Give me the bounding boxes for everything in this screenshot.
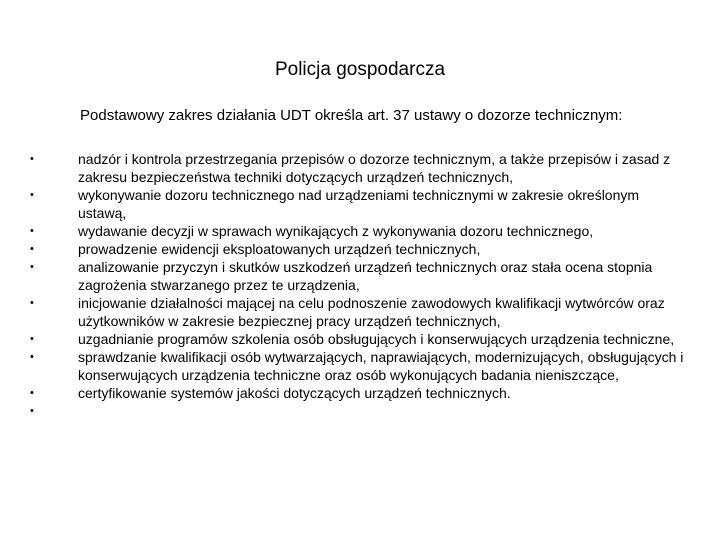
bullet-icon: • <box>30 261 34 273</box>
bullet-icon: • <box>30 243 34 255</box>
list-item <box>30 384 690 402</box>
bullet-icon: • <box>30 333 34 345</box>
bullet-icon: • <box>30 225 34 237</box>
bullet-list <box>30 150 690 420</box>
list-item <box>30 348 690 384</box>
bullet-icon: • <box>30 297 34 309</box>
bullet-icon: • <box>30 153 34 165</box>
list-item <box>30 402 690 420</box>
list-item <box>30 150 690 186</box>
bullet-icon: • <box>30 351 34 363</box>
bullet-icon: • <box>30 405 34 417</box>
list-item-text: wykonywanie dozoru technicznego nad urządzeniami technicznymi w zakresie określonym ustawą, <box>78 187 640 221</box>
bullet-icon: • <box>30 189 34 201</box>
list-item-text: certyfikowanie systemów jakości dotyczących urządzeń technicznych. <box>78 385 511 401</box>
list-item <box>30 222 690 240</box>
list-item-text: prowadzenie ewidencji eksploatowanych urządzeń technicznych, <box>78 241 481 257</box>
list-item-text: uzgadnianie programów szkolenia osób obsługujących i konserwujących urządzenia techniczne, <box>78 331 675 347</box>
list-item <box>30 294 690 330</box>
list-item-text: sprawdzanie kwalifikacji osób wytwarzających, naprawiających, modernizujących, obsługujących i konserwujących urządzenia techniczne oraz osób wykonujących badania nieniszczące, <box>78 349 684 383</box>
page-title: Policja gospodarcza <box>274 59 446 80</box>
list-item-text: analizowanie przyczyn i skutków uszkodzeń urządzeń technicznych oraz stała ocena stopnia zagrożenia stwarzanego przez te urządzenia, <box>78 259 653 293</box>
intro-text: Podstawowy zakres działania UDT określa art. 37 ustawy o dozorze technicznym: <box>80 107 623 124</box>
list-item-text: nadzór i kontrola przestrzegania przepisów o dozorze technicznym, a także przepisów i zasad z zakresu bezpieczeństwa techniki dotyczących urządzeń technicznych, <box>78 151 671 185</box>
list-item <box>30 258 690 294</box>
list-item-text: inicjowanie działalności mającej na celu podnoszenie zawodowych kwalifikacji wytwórców oraz użytkowników w zakresie bezpiecznej pracy urządzeń technicznych, <box>78 295 665 329</box>
list-item <box>30 240 690 258</box>
list-item-text: wydawanie decyzji w sprawach wynikających z wykonywania dozoru technicznego, <box>78 223 594 239</box>
list-item <box>30 330 690 348</box>
list-item <box>30 186 690 222</box>
bullet-icon: • <box>30 387 34 399</box>
